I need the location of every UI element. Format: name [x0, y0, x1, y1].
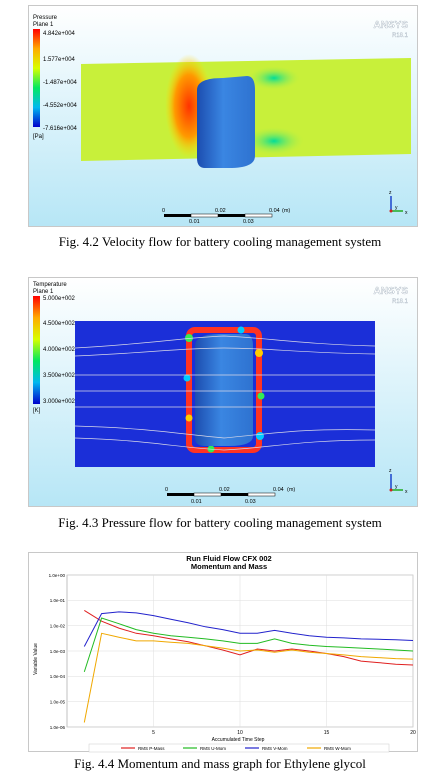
- y-tick-label: 1.0e-02: [49, 623, 65, 629]
- chart-subtitle: Momentum and Mass: [190, 562, 268, 571]
- y-tick-label: 1.0e-03: [49, 648, 65, 654]
- scale-unit: (m): [282, 208, 291, 214]
- x-tick-label: 15: [323, 730, 330, 736]
- legend-title: Temperature: [33, 282, 67, 288]
- figure-caption: Fig. 4.3 Pressure flow for battery cooling management system: [58, 515, 382, 530]
- legend-tick: 3.000e+002: [43, 399, 75, 405]
- ansys-logo: ANSYS: [373, 286, 408, 297]
- axis-label-x: x: [405, 489, 408, 495]
- legend-tick: -1.487e+004: [43, 80, 77, 86]
- scale-label: 0.02: [219, 487, 230, 493]
- line-chart: [29, 553, 419, 753]
- legend-entry: RMS W-Mom: [324, 746, 351, 751]
- scale-unit: (m): [287, 487, 296, 493]
- scale-label: 0: [162, 208, 166, 214]
- version-label: R18.1: [391, 33, 408, 39]
- legend-unit: [K]: [33, 408, 41, 414]
- chart-legend: [89, 744, 389, 752]
- y-tick-label: 1.0e-06: [49, 724, 65, 730]
- legend-tick: 4.500e+002: [43, 321, 75, 327]
- legend-tick: 5.000e+002: [43, 296, 75, 302]
- legend-colorbar: [33, 296, 40, 404]
- legend-colorbar: [33, 29, 40, 127]
- chart-panel: [28, 552, 418, 752]
- chart-title: Run Fluid Flow CFX 002: [186, 554, 272, 563]
- figure-pressure-contour: [28, 5, 418, 227]
- scale-label: 0: [165, 487, 169, 493]
- axis-label-z: z: [389, 468, 392, 474]
- legend-tick: 4.842e+004: [43, 31, 75, 37]
- x-tick-label: 10: [237, 730, 243, 736]
- scale-label: 0.01: [189, 219, 200, 225]
- x-tick-labels: [152, 730, 416, 736]
- scale-label: 0.02: [215, 208, 226, 214]
- axis-label-y: y: [395, 205, 398, 211]
- y-tick-label: 1.0e-01: [49, 598, 65, 604]
- legend-tick: 4.000e+002: [43, 347, 75, 353]
- legend-tick: 1.577e+004: [43, 57, 75, 63]
- x-tick-label: 20: [410, 730, 416, 736]
- y-tick-label: 1.0e-05: [49, 699, 65, 705]
- legend-unit: [Pa]: [33, 134, 44, 140]
- scale-label: 0.01: [191, 499, 202, 505]
- low-pressure-region-top: [248, 66, 300, 90]
- legend-entry: RMS U-Mom: [200, 746, 226, 751]
- figure-momentum-mass-chart: [28, 552, 418, 752]
- legend-tick: -4.552e+004: [43, 103, 77, 109]
- legend-entry: RMS P-Mass: [138, 746, 165, 751]
- x-axis-label: Accumulated Time Step: [211, 737, 265, 743]
- legend-tick: 3.500e+002: [43, 373, 75, 379]
- battery-cylinder: [195, 334, 253, 446]
- y-tick-label: 1.0e+00: [48, 572, 65, 578]
- legend-entry: RMS V-Mom: [262, 746, 288, 751]
- cfd-canvas: [29, 6, 418, 227]
- scale-label: 0.04: [273, 487, 284, 493]
- legend-title: Pressure: [33, 15, 58, 21]
- scale-label: 0.03: [243, 219, 254, 225]
- scale-label: 0.04: [269, 208, 280, 214]
- y-tick-labels: [49, 573, 66, 730]
- legend-tick: -7.616e+004: [43, 126, 77, 132]
- x-tick-label: 5: [152, 730, 155, 736]
- battery-cylinder: [197, 76, 255, 168]
- figure-caption: Fig. 4.4 Momentum and mass graph for Ethylene glycol: [74, 756, 366, 771]
- legend-subtitle: Plane 1: [33, 289, 54, 295]
- cfd-viewport: [28, 277, 418, 507]
- ansys-logo: ANSYS: [373, 20, 408, 31]
- figure-temperature-contour: [28, 277, 418, 507]
- cfd-viewport: [28, 5, 418, 227]
- axis-label-z: z: [389, 190, 392, 196]
- y-axis-label: Variable Value: [33, 643, 39, 675]
- y-tick-label: 1.0e-04: [49, 674, 65, 680]
- legend-subtitle: Plane 1: [33, 22, 54, 28]
- version-label: R18.1: [391, 299, 408, 305]
- axis-label-y: y: [395, 484, 398, 490]
- cfd-canvas: [29, 278, 418, 507]
- scale-label: 0.03: [245, 499, 256, 505]
- axis-label-x: x: [405, 210, 408, 216]
- figure-caption: Fig. 4.2 Velocity flow for battery cooling management system: [58, 234, 382, 249]
